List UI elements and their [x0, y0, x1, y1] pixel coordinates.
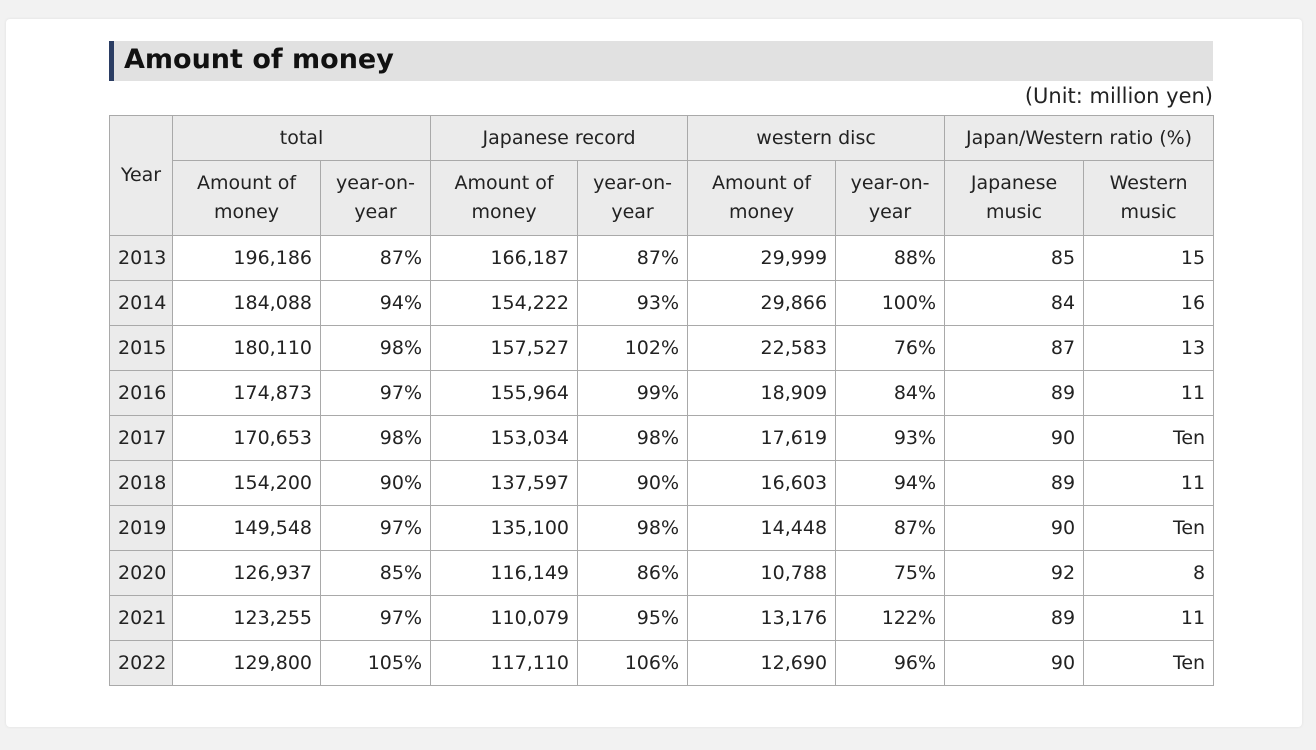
table-cell: 184,088 [173, 281, 321, 326]
table-cell: 166,187 [431, 236, 578, 281]
table-cell: 97% [321, 506, 431, 551]
table-cell: 29,999 [688, 236, 836, 281]
table-cell: 92 [945, 551, 1084, 596]
table-body [110, 236, 1214, 686]
subheader-label: Japanese music [970, 172, 1058, 223]
table-cell: 11 [1084, 371, 1214, 416]
subheader-japanese-amount [431, 161, 578, 236]
table-cell: 86% [578, 551, 688, 596]
table-cell: 94% [836, 461, 945, 506]
year-cell: 2019 [110, 506, 173, 551]
table-cell: 87% [836, 506, 945, 551]
table-row [110, 596, 1214, 641]
table-cell: 90% [321, 461, 431, 506]
table-cell: 84% [836, 371, 945, 416]
table-row [110, 551, 1214, 596]
subheader-label: Amount of money [454, 172, 554, 223]
table-cell: 102% [578, 326, 688, 371]
table-cell: 98% [578, 416, 688, 461]
subheader-western-yoy [836, 161, 945, 236]
year-header: Year [110, 116, 173, 236]
table-cell: 95% [578, 596, 688, 641]
table-cell: 76% [836, 326, 945, 371]
table-cell: 10,788 [688, 551, 836, 596]
table-cell: 13 [1084, 326, 1214, 371]
table-cell: 90 [945, 641, 1084, 686]
subheader-ratio-western [1084, 161, 1214, 236]
year-cell: 2015 [110, 326, 173, 371]
content-card [6, 19, 1302, 727]
table-cell: 85 [945, 236, 1084, 281]
subheader-total-amount [173, 161, 321, 236]
section-heading [109, 41, 1213, 81]
table-cell: 98% [578, 506, 688, 551]
group-header-japanese-record: Japanese record [431, 116, 688, 161]
table-cell: 129,800 [173, 641, 321, 686]
header-row-groups [110, 116, 1214, 161]
table-cell: 157,527 [431, 326, 578, 371]
table-row [110, 371, 1214, 416]
table-cell: 8 [1084, 551, 1214, 596]
table-cell: 22,583 [688, 326, 836, 371]
header-row-subcolumns [110, 161, 1214, 236]
table-cell: 98% [321, 416, 431, 461]
table-cell: 122% [836, 596, 945, 641]
table-row [110, 506, 1214, 551]
subheader-total-yoy [321, 161, 431, 236]
group-header-ratio: Japan/Western ratio (%) [945, 116, 1214, 161]
table-row [110, 461, 1214, 506]
table-cell: 100% [836, 281, 945, 326]
table-cell: 89 [945, 596, 1084, 641]
table-cell: 11 [1084, 461, 1214, 506]
table-cell: 89 [945, 461, 1084, 506]
subheader-label: Western music [1109, 172, 1188, 223]
year-cell: 2016 [110, 371, 173, 416]
table-cell: 98% [321, 326, 431, 371]
table-cell: 17,619 [688, 416, 836, 461]
table-cell: 84 [945, 281, 1084, 326]
table-cell: 106% [578, 641, 688, 686]
subheader-label: year-on-year [593, 172, 672, 223]
table-cell: 87% [578, 236, 688, 281]
unit-note: (Unit: million yen) [1024, 84, 1213, 108]
table-cell: 154,222 [431, 281, 578, 326]
year-cell: 2017 [110, 416, 173, 461]
table-cell: 88% [836, 236, 945, 281]
year-cell: 2014 [110, 281, 173, 326]
table-cell: Ten [1084, 641, 1214, 686]
table-cell: 117,110 [431, 641, 578, 686]
table-cell: 87 [945, 326, 1084, 371]
table-cell: 90 [945, 506, 1084, 551]
subheader-label: Amount of money [712, 172, 812, 223]
table-cell: 94% [321, 281, 431, 326]
table-cell: 93% [578, 281, 688, 326]
table-cell: 75% [836, 551, 945, 596]
table-cell: 105% [321, 641, 431, 686]
table-cell: 14,448 [688, 506, 836, 551]
table-cell: 29,866 [688, 281, 836, 326]
year-cell: 2018 [110, 461, 173, 506]
table-cell: 155,964 [431, 371, 578, 416]
year-cell: 2020 [110, 551, 173, 596]
subheader-japanese-yoy [578, 161, 688, 236]
subheader-ratio-japanese [945, 161, 1084, 236]
table-cell: 153,034 [431, 416, 578, 461]
table-cell: 12,690 [688, 641, 836, 686]
table-cell: 170,653 [173, 416, 321, 461]
table-cell: 149,548 [173, 506, 321, 551]
group-header-total: total [173, 116, 431, 161]
table-cell: 97% [321, 596, 431, 641]
table-cell: 110,079 [431, 596, 578, 641]
table-cell: Ten [1084, 506, 1214, 551]
table-cell: 97% [321, 371, 431, 416]
table-cell: 196,186 [173, 236, 321, 281]
table-cell: 89 [945, 371, 1084, 416]
table-cell: 16,603 [688, 461, 836, 506]
table-cell: 116,149 [431, 551, 578, 596]
subheader-label: Amount of money [196, 172, 297, 223]
table-cell: 15 [1084, 236, 1214, 281]
table-row [110, 281, 1214, 326]
table-row [110, 236, 1214, 281]
year-cell: 2013 [110, 236, 173, 281]
year-cell: 2022 [110, 641, 173, 686]
year-cell: 2021 [110, 596, 173, 641]
table-cell: 11 [1084, 596, 1214, 641]
subheader-western-amount [688, 161, 836, 236]
table-row [110, 326, 1214, 371]
table-cell: 85% [321, 551, 431, 596]
table-cell: 87% [321, 236, 431, 281]
section-title: Amount of money [124, 44, 394, 75]
subheader-label: year-on-year [850, 172, 930, 223]
table-cell: 180,110 [173, 326, 321, 371]
table-cell: 96% [836, 641, 945, 686]
table-cell: 99% [578, 371, 688, 416]
table-cell: 174,873 [173, 371, 321, 416]
table-cell: 135,100 [431, 506, 578, 551]
sales-table [109, 115, 1214, 686]
subheader-label: year-on-year [336, 172, 415, 223]
table-cell: 16 [1084, 281, 1214, 326]
table-cell: 90% [578, 461, 688, 506]
group-header-western-disc: western disc [688, 116, 945, 161]
table-row [110, 416, 1214, 461]
table-row [110, 641, 1214, 686]
table-cell: 154,200 [173, 461, 321, 506]
table-cell: 13,176 [688, 596, 836, 641]
table-cell: 93% [836, 416, 945, 461]
table-cell: 18,909 [688, 371, 836, 416]
table-cell: 123,255 [173, 596, 321, 641]
table-cell: 137,597 [431, 461, 578, 506]
table-cell: Ten [1084, 416, 1214, 461]
table-cell: 126,937 [173, 551, 321, 596]
table-cell: 90 [945, 416, 1084, 461]
